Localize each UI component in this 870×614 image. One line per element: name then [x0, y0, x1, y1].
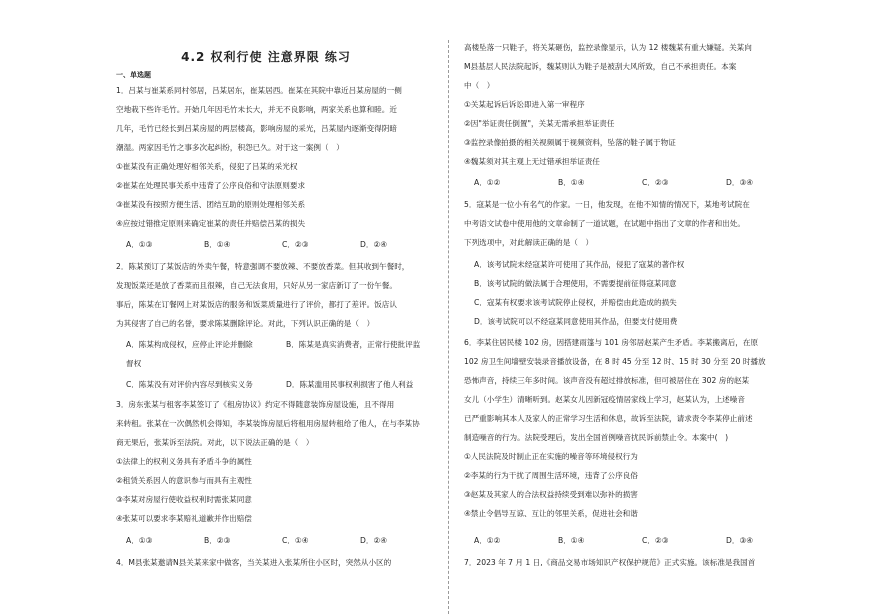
text-line: ③崔某没有按照方便生活、团结互助的原则处理相邻关系: [116, 200, 306, 209]
option-c: C．寇某有权要求该考试院停止侵权，并赔偿由此造成的损失: [474, 298, 677, 307]
option-a: A．①②: [474, 536, 501, 545]
text-line: 恐怖声音，持续三年多时间。该声音没有超过排放标准，但可被居住在 302 房的赵某: [464, 376, 750, 385]
text-line: 4．M县张某邀请N县关某来家中做客，当关某进入张某所住小区时，突然从小区的: [116, 558, 392, 567]
text-line: 为其侵害了自己的名誉，要求陈某删除评论。对此，下列认识正确的是（ ）: [116, 319, 375, 328]
option-b: B．①④: [558, 178, 585, 187]
option-c: C．②③: [282, 240, 309, 249]
option-b: B．①④: [558, 536, 585, 545]
option-c: C．②③: [642, 178, 669, 187]
text-line: ①关某起诉后诉讼即进入第一审程序: [464, 100, 585, 109]
option-c: C．②③: [642, 536, 669, 545]
text-line: 潮湿。两家因毛竹之事多次起纠纷，积怨已久。对于这一案例（ ）: [116, 143, 344, 152]
option-a: A．①③: [126, 240, 153, 249]
text-line: 1．吕某与崔某系同村邻居，吕某居东，崔某居西。崔某在其院中靠近吕某房屋的一侧: [116, 86, 402, 95]
text-line: 高楼坠落一只鞋子，将关某砸伤，监控录像显示，认为 12 楼魏某有重大嫌疑。关某向: [464, 43, 752, 52]
text-line: ④张某可以要求李某赔礼道歉并作出赔偿: [116, 514, 252, 523]
text-line: 已严重影响其本人及家人的正常学习生活和休息，故诉至法院，请求责令李某停止前述: [464, 414, 753, 423]
text-line: 发现饭菜还是放了香菜而且很辣，自己无法食用，只好从另一家店新订了一份午餐。: [116, 281, 397, 290]
option-a: A．①②: [474, 178, 501, 187]
text-line: 商无果后，张某诉至法院。对此，以下说法正确的是（ ）: [116, 438, 314, 447]
text-line: 中考语文试卷中使用他的文章命制了一道试题，在试题中指出了文章的作者和出处。: [464, 219, 745, 228]
text-line: ④禁止令倡导互谅、互让的邻里关系，促进社会和谐: [464, 509, 638, 518]
option-a: A．该考试院未经寇某许可使用了其作品，侵犯了寇某的著作权: [474, 260, 685, 269]
text-line: ④应按过错推定原则来确定崔某的责任并赔偿吕某的损失: [116, 219, 306, 228]
option-d: D．③④: [726, 536, 754, 545]
text-line: 下列选项中，对此解读正确的是（ ）: [464, 238, 594, 247]
option-d: D．该考试院可以不经寇某同意使用其作品，但要支付使用费: [474, 317, 678, 326]
option-b: B．①④: [204, 240, 231, 249]
text-line: 几年，毛竹已经长到吕某房屋的两层楼高，影响房屋的采光，吕某屋内逐渐变得阴暗: [116, 124, 397, 133]
text-line: 6．李某住居民楼 102 房，因搭建雨篷与 101 房邻居赵某产生矛盾。李某搬离后，在原: [464, 338, 759, 347]
option-c: C．①④: [282, 536, 309, 545]
text-line: 督权: [126, 359, 142, 368]
text-line: 2．陈某预订了某饭店的外卖午餐，特意强调不要放辣、不要放香菜。但其收到午餐时，: [116, 262, 410, 271]
option-d: D．③④: [726, 178, 754, 187]
text-line: ①崔某没有正确处理好相邻关系，侵犯了吕某的采光权: [116, 162, 298, 171]
text-line: ④魏某须对其主观上无过错承担举证责任: [464, 157, 600, 166]
text-line: 7．2023 年 7 月 1 日,《商品交易市场知识产权保护规范》正式实施。该标准是我国首: [464, 558, 756, 567]
option-a: A．陈某构成侵权，应停止评论并删除: [126, 340, 253, 349]
option-b: B．陈某是真实消费者，正常行使批评监: [286, 340, 421, 349]
column-divider: [448, 40, 449, 614]
page-title: 4.2 权利行使 注意界限 练习: [181, 50, 351, 64]
text-line: 来转租。张某在一次偶然机会得知，李某装饰房屋后将租用房屋转租给了他人，在与李某协: [116, 419, 420, 428]
text-line: 女儿（小学生）清晰听到。赵某女儿因新冠疫情居家线上学习，赵某认为，上述噪音: [464, 395, 745, 404]
text-line: 空地栽下些许毛竹。开始几年因毛竹未长大，并无不良影响，两家关系也算和睦。近: [116, 105, 397, 114]
text-line: 3．房东张某与租客李某签订了《租房协议》约定不得随意装饰房屋设施，且不得用: [116, 400, 395, 409]
text-line: ①人民法院及时制止正在实施的噪音等环境侵权行为: [464, 452, 638, 461]
text-line: ②因"举证责任倒置"，关某无需承担举证责任: [464, 119, 615, 128]
option-c: C．陈某没有对评价内容尽到核实义务: [126, 380, 253, 389]
option-b: B．该考试院的做法属于合理使用，不需要提前征得寇某同意: [474, 279, 677, 288]
text-line: ①法律上的权利义务具有矛盾斗争的属性: [116, 457, 252, 466]
text-line: ③监控录像拍摄的相关视频属于视频资料，坠落的鞋子属于物证: [464, 138, 676, 147]
option-d: D．②④: [360, 536, 388, 545]
option-d: D．②④: [360, 240, 388, 249]
text-line: 事后，陈某在订餐网上对某饭店的服务和饭菜质量进行了评价，都打了差评。饭店认: [116, 300, 397, 309]
text-line: ②李某的行为干扰了周围生活环境，违背了公序良俗: [464, 471, 638, 480]
text-line: 中（ ）: [464, 81, 495, 90]
text-line: M县基层人民法院起诉，魏某则认为鞋子是被刮大风所致，自己不承担责任。本案: [464, 62, 737, 71]
text-line: ③赵某及其家人的合法权益持续受到难以弥补的损害: [464, 490, 638, 499]
text-line: ③李某对房屋行使收益权利时需张某同意: [116, 495, 252, 504]
option-d: D．陈某滥用民事权利损害了他人利益: [286, 380, 414, 389]
text-line: 制造噪音的行为。法院受理后，发出全国首例噪音扰民诉前禁止令。本案中( ): [464, 433, 729, 442]
text-line: 5．寇某是一位小有名气的作家。一日，他发现，在他不知情的情况下，某地考试院在: [464, 200, 750, 209]
section-label: 一、单选题: [116, 71, 151, 79]
option-a: A．①③: [126, 536, 153, 545]
text-line: ②租赁关系因人的意识参与而具有主观性: [116, 476, 252, 485]
text-line: ②崔某在处理民事关系中违背了公序良俗和守法原则要求: [116, 181, 306, 190]
option-b: B．②③: [204, 536, 231, 545]
text-line: 102 房卫生间墙壁安装录音播放设备，在 8 时 45 分至 12 时、15 时 30 分至 20 时播放: [464, 357, 766, 366]
